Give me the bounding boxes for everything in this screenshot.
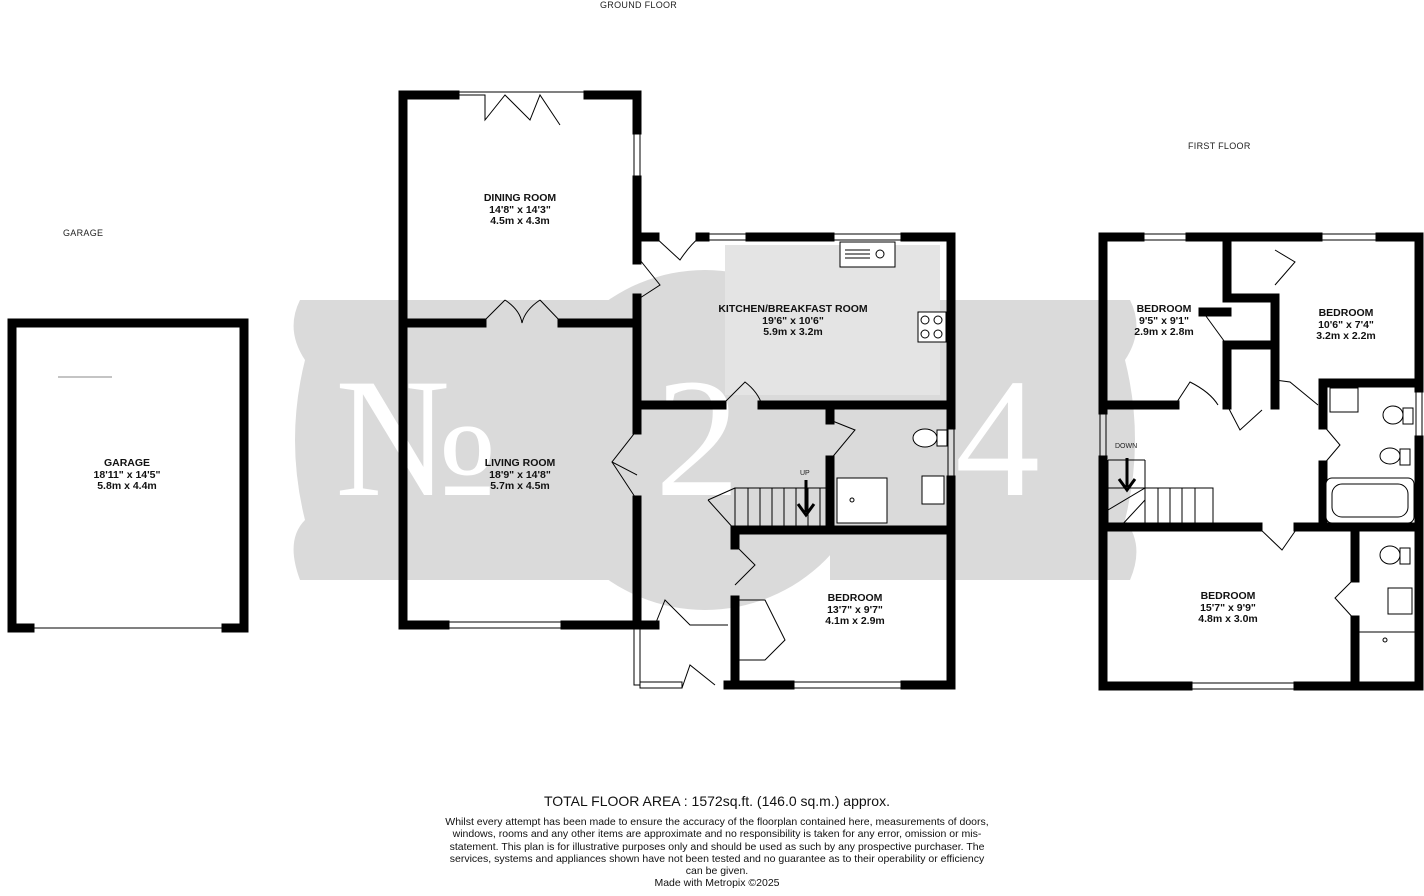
stairs-up-label: UP [800, 470, 810, 477]
room-imperial: 9'5" x 9'1" [1139, 314, 1189, 327]
room-imperial: 13'7" x 9'7" [827, 603, 883, 616]
first-floor-doors [1175, 250, 1355, 620]
garage-floor-label: GARAGE [63, 228, 104, 238]
toilet-icon [1383, 406, 1403, 424]
basin-icon [922, 476, 944, 504]
room-imperial: 19'6" x 10'6" [762, 314, 824, 327]
room-bedroom-first-left [1134, 304, 1194, 339]
shower-tray-icon [837, 478, 887, 523]
room-metric: 4.5m x 4.3m [490, 215, 550, 227]
total-floor-area: TOTAL FLOOR AREA : 1572sq.ft. (146.0 sq.m.) approx. [543, 793, 890, 809]
toilet-icon [1380, 546, 1400, 564]
first-floor-label: FIRST FLOOR [1188, 141, 1251, 151]
room-metric: 3.2m x 2.2m [1316, 330, 1376, 342]
watermark-digit-2: 2 [655, 344, 740, 532]
room-imperial: 18'11" x 14'5" [93, 468, 161, 481]
room-imperial: 15'7" x 9'9" [1200, 601, 1256, 614]
room-living [485, 458, 556, 493]
basin-icon [1330, 388, 1358, 412]
room-bedroom-first-main [1198, 591, 1258, 626]
room-metric: 5.8m x 4.4m [97, 480, 157, 492]
room-name: GARAGE [103, 457, 151, 469]
watermark-no-symbol: № [335, 344, 498, 532]
room-name: BEDROOM [1136, 303, 1192, 315]
room-name: LIVING ROOM [484, 457, 556, 469]
room-name: BEDROOM [827, 592, 883, 604]
watermark-digit-4: 4 [955, 344, 1040, 532]
room-name: DINING ROOM [483, 192, 557, 204]
room-metric: 5.7m x 4.5m [490, 480, 550, 492]
ground-floor-label: GROUND FLOOR [600, 0, 678, 10]
room-kitchen [718, 304, 867, 339]
basin-icon [1388, 588, 1412, 614]
bathroom-fixtures [1326, 388, 1415, 682]
room-imperial: 14'8" x 14'3" [489, 203, 551, 216]
room-name: BEDROOM [1318, 307, 1374, 319]
stairs-down-label: DOWN [1115, 443, 1138, 450]
room-metric: 4.1m x 2.9m [825, 615, 885, 627]
room-bedroom-first-right [1316, 308, 1376, 343]
room-metric: 5.9m x 3.2m [763, 326, 823, 338]
toilet-icon [913, 429, 937, 447]
room-dining [484, 193, 556, 228]
room-metric: 2.9m x 2.8m [1134, 326, 1194, 338]
room-name: KITCHEN/BREAKFAST ROOM [718, 303, 868, 315]
disclaimer-text: Whilst every attempt has been made to ensure the accuracy of the floorplan contained here, measurements of doors, windows, rooms and any other items are approximate and no responsibility is taken for any error, omission or mis-statement. This plan is for illustrative purposes only and should be used as such by any prospective purchaser. The services, systems and appliances shown have not been tested and no guarantee as to their operability or efficiency can be given. [445, 816, 989, 878]
room-metric: 4.8m x 3.0m [1198, 613, 1258, 625]
room-name: BEDROOM [1200, 590, 1256, 602]
room-imperial: 10'6" x 7'4" [1318, 318, 1374, 331]
room-imperial: 18'9" x 14'8" [489, 468, 551, 481]
room-bedroom-ground [825, 593, 885, 628]
room-garage [94, 458, 161, 493]
credit-text: Made with Metropix ©2025 [654, 877, 780, 889]
